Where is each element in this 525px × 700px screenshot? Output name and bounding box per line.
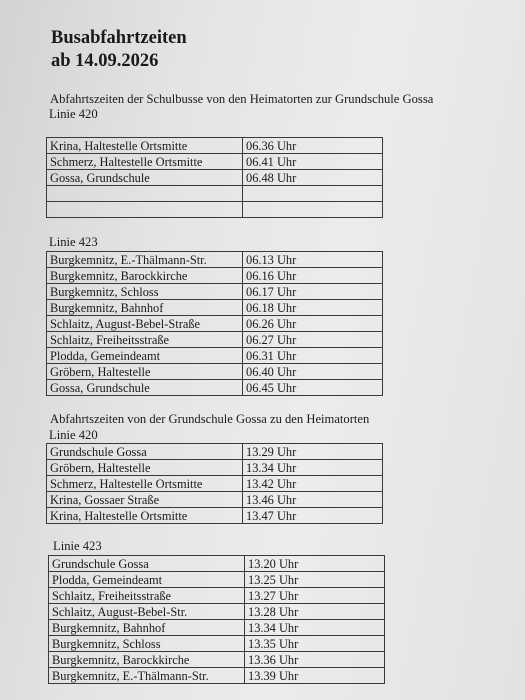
departure-time-cell: 06.18 Uhr [243,300,383,316]
stop-name-cell: Gossa, Grundschule [47,170,243,186]
table-row [47,444,383,460]
departure-time-cell: 06.17 Uhr [243,284,383,300]
stop-name-cell: Grundschule Gossa [47,444,243,460]
timetable-afternoon-423 [48,555,385,684]
linie-label: Linie 423 [53,539,102,553]
departure-time-cell: 13.34 Uhr [243,460,383,476]
departure-time-cell [243,202,383,218]
departure-time-cell: 13.42 Uhr [243,476,383,492]
departure-time-cell: 13.36 Uhr [245,652,385,668]
departure-time-cell: 06.31 Uhr [243,348,383,364]
stop-name-cell: Krina, Gossaer Straße [47,492,243,508]
stop-name-cell: Burgkemnitz, Bahnhof [47,300,243,316]
stop-name-cell: Burgkemnitz, Barockkirche [47,268,243,284]
table-row [47,348,383,364]
stop-name-cell: Schlaitz, August-Bebel-Str. [49,604,245,620]
stop-name-cell: Krina, Haltestelle Ortsmitte [47,138,243,154]
departure-time-cell: 06.16 Uhr [243,268,383,284]
stop-name-cell: Burgkemnitz, Schloss [49,636,245,652]
stop-name-cell: Gröbern, Haltestelle [47,364,243,380]
timetable-morning-420 [46,137,383,218]
linie-label: Linie 420 [49,107,98,121]
table-row [47,202,383,218]
stop-name-cell [47,186,243,202]
departure-time-cell: 13.35 Uhr [245,636,385,652]
title-line-2: ab 14.09.2026 [51,51,159,71]
timetable-afternoon-420 [46,443,383,524]
departure-time-cell: 06.45 Uhr [243,380,383,396]
table-row [49,652,385,668]
stop-name-cell: Krina, Haltestelle Ortsmitte [47,508,243,524]
title-line-1: Busabfahrtzeiten [51,28,187,48]
section-heading-afternoon: Abfahrtszeiten von der Grundschule Gossa zu den Heimatorten [50,412,370,426]
departure-time-cell: 13.34 Uhr [245,620,385,636]
table-row [49,572,385,588]
table-row [49,556,385,572]
stop-name-cell: Schmerz, Haltestelle Ortsmitte [47,154,243,170]
stop-name-cell: Schlaitz, Freiheitsstraße [47,332,243,348]
departure-time-cell: 13.29 Uhr [243,444,383,460]
table-row [47,316,383,332]
stop-name-cell: Schlaitz, Freiheitsstraße [49,588,245,604]
table-row [49,588,385,604]
departure-time-cell: 06.40 Uhr [243,364,383,380]
table-row [49,636,385,652]
departure-time-cell: 13.46 Uhr [243,492,383,508]
table-row [47,300,383,316]
table-row [47,508,383,524]
departure-time-cell: 13.47 Uhr [243,508,383,524]
departure-time-cell: 13.39 Uhr [245,668,385,684]
section-heading-morning: Abfahrtszeiten der Schulbusse von den Heimatorten zur Grundschule Gossa [50,92,434,106]
stop-name-cell: Burgkemnitz, Barockkirche [49,652,245,668]
table-row [47,492,383,508]
departure-time-cell: 06.26 Uhr [243,316,383,332]
stop-name-cell: Gossa, Grundschule [47,380,243,396]
table-row [47,186,383,202]
stop-name-cell: Burgkemnitz, Schloss [47,284,243,300]
table-row [47,170,383,186]
stop-name-cell: Plodda, Gemeindeamt [49,572,245,588]
stop-name-cell: Burgkemnitz, E.-Thälmann-Str. [49,668,245,684]
departure-time-cell [243,186,383,202]
table-row [47,460,383,476]
departure-time-cell: 13.28 Uhr [245,604,385,620]
departure-time-cell: 06.48 Uhr [243,170,383,186]
table-row [47,252,383,268]
departure-time-cell: 06.13 Uhr [243,252,383,268]
table-row [47,332,383,348]
stop-name-cell: Schmerz, Haltestelle Ortsmitte [47,476,243,492]
stop-name-cell: Grundschule Gossa [49,556,245,572]
departure-time-cell: 13.27 Uhr [245,588,385,604]
stop-name-cell: Schlaitz, August-Bebel-Straße [47,316,243,332]
table-row [47,268,383,284]
departure-time-cell: 06.36 Uhr [243,138,383,154]
page-title [51,27,187,73]
stop-name-cell: Plodda, Gemeindeamt [47,348,243,364]
departure-time-cell: 13.25 Uhr [245,572,385,588]
linie-label: Linie 420 [49,428,98,442]
table-row [47,476,383,492]
table-row [47,380,383,396]
departure-time-cell: 06.27 Uhr [243,332,383,348]
departure-time-cell: 06.41 Uhr [243,154,383,170]
table-row [49,604,385,620]
table-row [47,138,383,154]
table-row [47,154,383,170]
departure-time-cell: 13.20 Uhr [245,556,385,572]
table-row [47,364,383,380]
table-row [49,668,385,684]
stop-name-cell: Burgkemnitz, E.-Thälmann-Str. [47,252,243,268]
stop-name-cell: Burgkemnitz, Bahnhof [49,620,245,636]
timetable-morning-423 [46,251,383,396]
table-row [47,284,383,300]
linie-label: Linie 423 [49,235,98,249]
stop-name-cell [47,202,243,218]
table-row [49,620,385,636]
stop-name-cell: Gröbern, Haltestelle [47,460,243,476]
